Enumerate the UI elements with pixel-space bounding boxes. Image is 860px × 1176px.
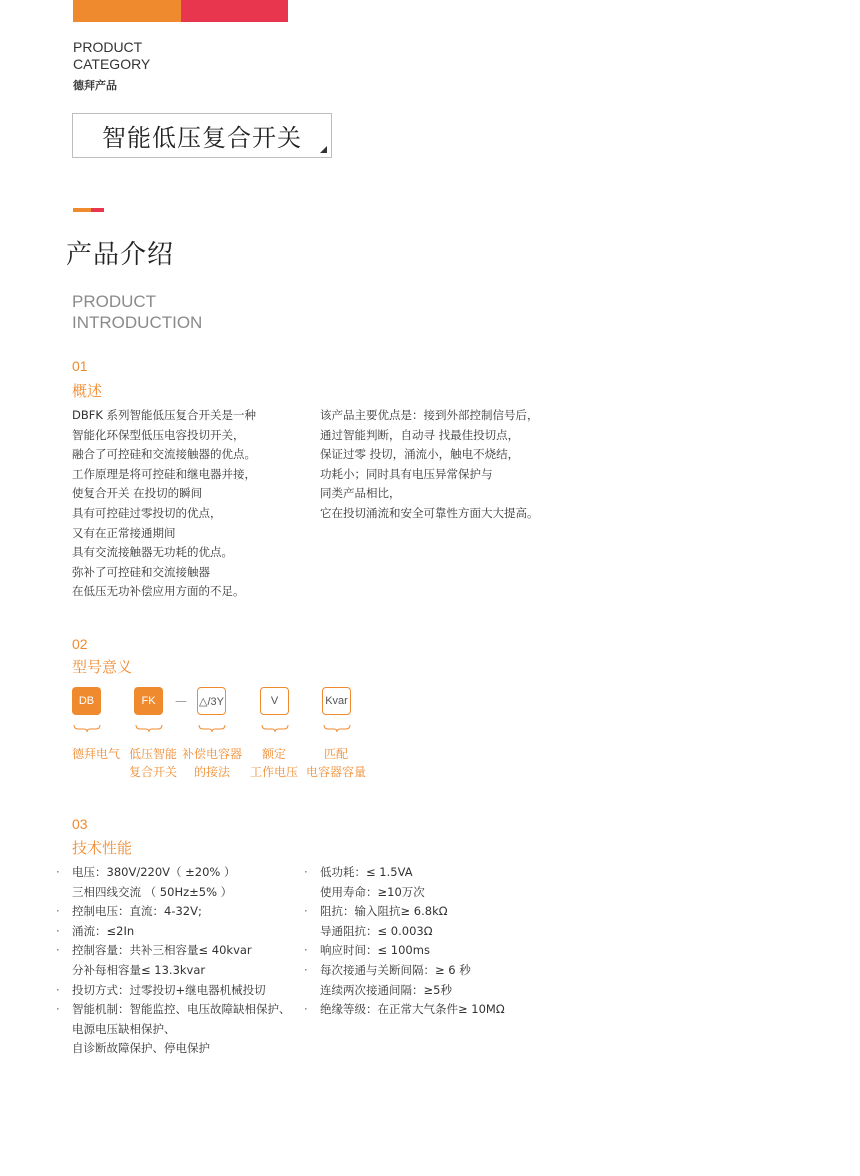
- spec-item: [72, 883, 291, 903]
- brace-icon: [198, 722, 226, 734]
- overview-left-line: 在低压无功补偿应用方面的不足。: [72, 584, 245, 599]
- spec-item-text: 投切方式：过零投切+继电器机械投切: [72, 982, 266, 997]
- bullet-dot-icon: ·: [56, 1002, 60, 1017]
- spec-item: [56, 902, 291, 922]
- spec-item-text: 导通阻抗：≤ 0.003Ω: [320, 923, 433, 938]
- overview-right-paragraph: [320, 406, 539, 524]
- overview-left-paragraph: [72, 406, 256, 602]
- category-label-en: [73, 39, 150, 73]
- spec-item: [304, 902, 505, 922]
- model-separator: —: [175, 694, 187, 708]
- overview-right-line: 它在投切涌流和安全可靠性方面大大提高。: [320, 505, 539, 520]
- model-label-db: 德拜电气: [72, 747, 121, 761]
- spec-item-text: 智能机制：智能监控、电压故障缺相保护、: [72, 1002, 291, 1017]
- spec-item-text: 控制电压：直流：4-32V;: [72, 904, 202, 919]
- spec-item: [56, 1000, 291, 1020]
- model-code-voltage: V: [260, 687, 289, 715]
- intro-en-line1: PRODUCT: [72, 292, 157, 311]
- spec-item: [56, 941, 291, 961]
- spec-item-text: 涌流：≤2In: [72, 923, 135, 938]
- spec-item: [304, 863, 505, 883]
- bullet-dot-icon: ·: [304, 1002, 308, 1017]
- spec-item-text: 三相四线交流 （ 50Hz±5% ）: [72, 884, 233, 899]
- bullet-dot-icon: ·: [56, 904, 60, 919]
- spec-item: [304, 1000, 505, 1020]
- overview-left-line: 具有可控硅过零投切的优点，: [72, 505, 222, 520]
- accent-bar-orange: [73, 0, 181, 22]
- spec-item-text: 控制容量：共补三相容量≤ 40kvar: [72, 943, 252, 958]
- spec-item-text: 阻抗：输入阻抗≥ 6.8kΩ: [320, 904, 448, 919]
- section-2-title: 型号意义: [72, 658, 133, 676]
- spec-item: [72, 1020, 291, 1040]
- category-en-line1: PRODUCT: [73, 39, 143, 55]
- overview-right-line: 同类产品相比，: [320, 486, 401, 501]
- overview-left-line: 融合了可控硅和交流接触器的优点。: [72, 447, 256, 462]
- model-code-db: DB: [72, 687, 101, 715]
- spec-item-text: 每次接通与关断间隔：≥ 6 秒: [320, 962, 471, 977]
- accent-bar-red: [181, 0, 288, 22]
- model-code-capacity: Kvar: [322, 687, 351, 715]
- overview-left-line: 使复合开关 在投切的瞬间: [72, 486, 203, 501]
- spec-item-text: 低功耗：≤ 1.5VA: [320, 865, 413, 879]
- spec-item: [320, 981, 505, 1001]
- category-label-zh: 德拜产品: [73, 79, 117, 92]
- product-title: 智能低压复合开关: [102, 124, 302, 152]
- overview-left-line: DBFK 系列智能低压复合开关是一种: [72, 408, 257, 422]
- top-accent-bar: [73, 0, 288, 22]
- model-code-connection: △/3Y: [197, 687, 226, 715]
- spec-item: [304, 941, 505, 961]
- spec-item: [320, 883, 505, 903]
- section-3-title: 技术性能: [72, 839, 133, 857]
- spec-item-text: 绝缘等级：在正常大气条件≥ 10MΩ: [320, 1002, 505, 1017]
- corner-triangle-icon: [320, 146, 327, 153]
- spec-item: [56, 981, 291, 1001]
- brace-icon: [323, 722, 351, 734]
- bullet-dot-icon: ·: [304, 904, 308, 919]
- section-2-number: 02: [72, 636, 88, 652]
- model-label-voltage: 额定 工作电压: [249, 747, 298, 779]
- overview-left-line: 工作原理是将可控硅和继电器并接，: [72, 466, 256, 481]
- section-3-number: 03: [72, 816, 88, 832]
- spec-item-text: 响应时间：≤ 100ms: [320, 943, 430, 958]
- section-1-number: 01: [72, 358, 88, 374]
- brace-icon: [135, 722, 163, 734]
- spec-list-right: [304, 863, 505, 1020]
- bullet-dot-icon: ·: [56, 865, 60, 879]
- overview-right-line: 功耗小；同时具有电压异常保护与: [320, 466, 493, 481]
- spec-item: [72, 1039, 291, 1059]
- overview-left-line: 弥补了可控硅和交流接触器: [72, 564, 210, 579]
- spec-item-text: 电源电压缺相保护、: [72, 1021, 176, 1036]
- spec-item: [56, 863, 291, 883]
- bullet-dot-icon: ·: [304, 962, 308, 977]
- brace-icon: [73, 722, 101, 734]
- model-label-connection: 补偿电容器 的接法: [181, 747, 242, 779]
- model-code-fk: FK: [134, 687, 163, 715]
- category-en-line2: CATEGORY: [73, 56, 151, 72]
- bullet-dot-icon: ·: [304, 865, 308, 879]
- spec-item-text: 连续两次接通间隔：≥5秒: [320, 982, 452, 997]
- spec-item-text: 自诊断故障保护、停电保护: [72, 1041, 210, 1056]
- overview-left-line: 又有在正常接通期间: [72, 525, 176, 540]
- overview-left-line: 具有交流接触器无功耗的优点。: [72, 545, 233, 560]
- spec-item: [72, 961, 291, 981]
- overview-right-line: 保证过零 投切，涌流小，触电不烧结，: [320, 447, 520, 462]
- spec-item-text: 电压：380V/220V（ ±20% ）: [72, 865, 236, 879]
- bullet-dot-icon: ·: [56, 923, 60, 938]
- spec-item: [304, 961, 505, 981]
- model-label-fk: 低压智能 复合开关: [128, 747, 177, 779]
- spec-item-text: 分补每相容量≤ 13.3kvar: [72, 962, 206, 977]
- spec-list-left: [56, 863, 291, 1059]
- overview-right-line: 该产品主要优点是：接到外部控制信号后，: [320, 408, 539, 422]
- bullet-dot-icon: ·: [304, 943, 308, 958]
- spec-item: [56, 922, 291, 942]
- intro-title-en: [72, 291, 202, 333]
- brace-icon: [261, 722, 289, 734]
- spec-item-text: 使用寿命：≥10万次: [320, 884, 425, 899]
- overview-left-line: 智能化环保型低压电容投切开关，: [72, 427, 245, 442]
- intro-title-zh: 产品介绍: [66, 240, 175, 270]
- model-label-capacity: 匹配 电容器容量: [305, 747, 366, 779]
- intro-en-line2: INTRODUCTION: [72, 313, 203, 332]
- product-title-box: [72, 113, 332, 158]
- section-1-title: 概述: [72, 382, 103, 400]
- section-divider-bar: [73, 208, 104, 212]
- bullet-dot-icon: ·: [56, 943, 60, 958]
- bullet-dot-icon: ·: [56, 982, 60, 997]
- overview-right-line: 通过智能判断，自动寻 找最佳投切点，: [320, 427, 520, 442]
- spec-item: [320, 922, 505, 942]
